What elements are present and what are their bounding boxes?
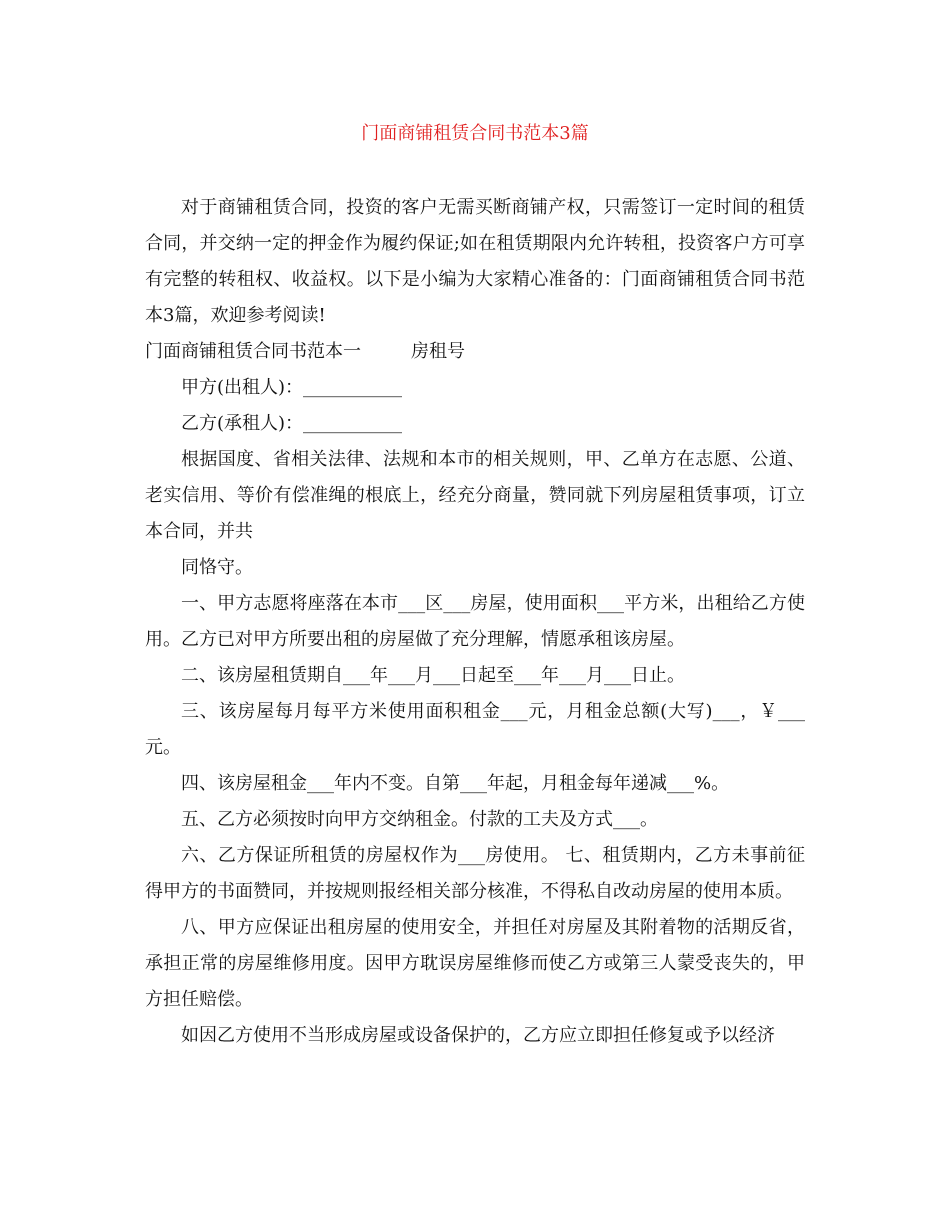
section-heading: 门面商铺租赁合同书范本一 [145, 341, 361, 362]
preamble-paragraph: 根据国度、省相关法律、法规和本市的相关规则，甲、乙单方在志愿、公道、老实信用、等价有偿准绳的根底上，经充分商量，赞同就下列房屋租赁事项，订立本合同，并共 [145, 449, 805, 542]
clause-3: 三、该房屋每月每平方米使用面积租金___元，月租金总额(大写)___，￥___元。 [145, 701, 805, 758]
party-a-line: 甲方(出租人)：___________ [181, 377, 403, 398]
party-b-line: 乙方(承租人)：___________ [181, 413, 403, 434]
intro-paragraph: 对于商铺租赁合同，投资的客户无需买断商铺产权，只需签订一定时间的租赁合同，并交纳一定的押金作为履约保证;如在租赁期限内允许转租，投资客户方可享有完整的转租权、收益权。以下是小编为大家精心准备的：门面商铺租赁合同书范本3篇，欢迎参考阅读! [145, 197, 805, 326]
section-heading-right: 房租号 [411, 341, 465, 362]
clause-1: 一、甲方志愿将座落在本市___区___房屋，使用面积___平方米，出租给乙方使用。乙方已对甲方所要出租的房屋做了充分理解，情愿承租该房屋。 [145, 593, 805, 650]
clause-4: 四、该房屋租金___年内不变。自第___年起，月租金每年递减___%。 [181, 773, 730, 794]
document-body [145, 190, 805, 1054]
clause-8: 八、甲方应保证出租房屋的使用安全，并担任对房屋及其附着物的活期反省，承担正常的房屋维修用度。因甲方耽误房屋维修而使乙方或第三人蒙受丧失的，甲方担任赔偿。 [145, 917, 805, 1010]
preamble-continuation: 同恪守。 [181, 557, 253, 578]
clause-8-continuation: 如因乙方使用不当形成房屋或设备保护的，乙方应立即担任修复或予以经济 [181, 1025, 775, 1046]
clause-5: 五、乙方必须按时向甲方交纳租金。付款的工夫及方式___。 [181, 809, 658, 830]
document-title: 门面商铺租赁合同书范本3篇 [361, 123, 589, 144]
clause-6-7: 六、乙方保证所租赁的房屋权作为___房使用。 七、租赁期内，乙方未事前征得甲方的书面赞同，并按规则报经相关部分核准，不得私自改动房屋的使用本质。 [145, 845, 805, 902]
section-heading-line [145, 334, 805, 370]
clause-2: 二、该房屋租赁期自___年___月___日起至___年___月___日止。 [181, 665, 685, 686]
